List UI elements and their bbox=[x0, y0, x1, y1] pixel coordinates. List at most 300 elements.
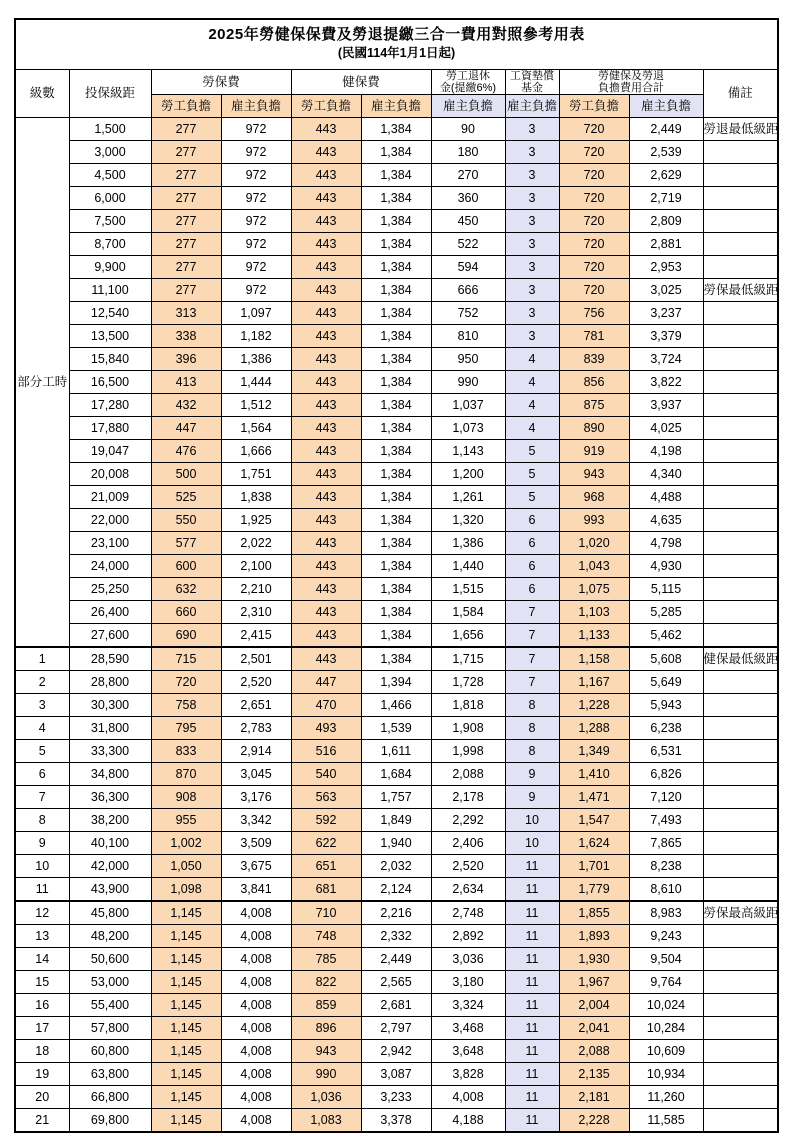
cell-level: 16 bbox=[15, 993, 69, 1016]
cell-grade: 23,100 bbox=[69, 531, 151, 554]
cell-total-worker: 720 bbox=[559, 255, 629, 278]
cell-total-employer: 8,238 bbox=[629, 854, 703, 877]
cell-note bbox=[703, 970, 778, 993]
table-row bbox=[15, 485, 778, 508]
cell-total-worker: 1,020 bbox=[559, 531, 629, 554]
cell-labor-employer: 1,512 bbox=[221, 393, 291, 416]
cell-retirement: 360 bbox=[431, 186, 505, 209]
cell-total-employer: 10,934 bbox=[629, 1062, 703, 1085]
cell-wage-fund: 4 bbox=[505, 393, 559, 416]
table-row bbox=[15, 693, 778, 716]
cell-health-worker: 516 bbox=[291, 739, 361, 762]
cell-health-employer: 1,384 bbox=[361, 508, 431, 531]
cell-health-worker: 443 bbox=[291, 600, 361, 623]
cell-grade: 11,100 bbox=[69, 278, 151, 301]
cell-total-employer: 3,937 bbox=[629, 393, 703, 416]
cell-note bbox=[703, 739, 778, 762]
cell-note bbox=[703, 877, 778, 901]
cell-health-worker: 443 bbox=[291, 416, 361, 439]
cell-labor-worker: 690 bbox=[151, 623, 221, 647]
cell-wage-fund: 7 bbox=[505, 670, 559, 693]
cell-health-worker: 443 bbox=[291, 255, 361, 278]
header-wage-employer: 雇主負擔 bbox=[505, 94, 559, 117]
table-row bbox=[15, 1016, 778, 1039]
table-row bbox=[15, 647, 778, 671]
cell-level: 6 bbox=[15, 762, 69, 785]
table-row bbox=[15, 854, 778, 877]
cell-total-employer: 10,024 bbox=[629, 993, 703, 1016]
cell-total-worker: 968 bbox=[559, 485, 629, 508]
cell-grade: 55,400 bbox=[69, 993, 151, 1016]
cell-health-employer: 1,384 bbox=[361, 232, 431, 255]
cell-health-employer: 1,757 bbox=[361, 785, 431, 808]
cell-grade: 53,000 bbox=[69, 970, 151, 993]
cell-health-worker: 443 bbox=[291, 209, 361, 232]
cell-total-worker: 720 bbox=[559, 163, 629, 186]
cell-health-employer: 2,565 bbox=[361, 970, 431, 993]
cell-note bbox=[703, 924, 778, 947]
cell-retirement: 1,515 bbox=[431, 577, 505, 600]
cell-total-worker: 720 bbox=[559, 186, 629, 209]
cell-health-worker: 443 bbox=[291, 623, 361, 647]
cell-labor-employer: 3,176 bbox=[221, 785, 291, 808]
cell-wage-fund: 3 bbox=[505, 186, 559, 209]
cell-note bbox=[703, 301, 778, 324]
cell-total-employer: 9,243 bbox=[629, 924, 703, 947]
title-line-2: (民國114年1月1日起) bbox=[337, 46, 456, 61]
table-row bbox=[15, 370, 778, 393]
cell-total-employer: 3,379 bbox=[629, 324, 703, 347]
cell-health-worker: 710 bbox=[291, 901, 361, 925]
cell-health-worker: 443 bbox=[291, 301, 361, 324]
cell-health-employer: 1,384 bbox=[361, 324, 431, 347]
header-total-worker: 勞工負擔 bbox=[559, 94, 629, 117]
cell-labor-worker: 1,145 bbox=[151, 924, 221, 947]
cell-retirement: 2,892 bbox=[431, 924, 505, 947]
cell-health-employer: 1,384 bbox=[361, 255, 431, 278]
cell-total-employer: 4,340 bbox=[629, 462, 703, 485]
cell-health-worker: 943 bbox=[291, 1039, 361, 1062]
cell-note bbox=[703, 140, 778, 163]
cell-health-employer: 1,466 bbox=[361, 693, 431, 716]
cell-retirement: 3,324 bbox=[431, 993, 505, 1016]
cell-grade: 9,900 bbox=[69, 255, 151, 278]
cell-health-employer: 1,384 bbox=[361, 623, 431, 647]
cell-note: 健保最低級距 bbox=[703, 647, 778, 671]
cell-health-employer: 1,384 bbox=[361, 301, 431, 324]
cell-retirement: 3,468 bbox=[431, 1016, 505, 1039]
cell-level: 20 bbox=[15, 1085, 69, 1108]
cell-health-employer: 2,681 bbox=[361, 993, 431, 1016]
header-retirement: 勞工退休 金(提繳6%) bbox=[431, 69, 505, 94]
cell-wage-fund: 3 bbox=[505, 163, 559, 186]
cell-total-employer: 7,493 bbox=[629, 808, 703, 831]
cell-health-employer: 1,684 bbox=[361, 762, 431, 785]
cell-labor-employer: 3,509 bbox=[221, 831, 291, 854]
cell-total-worker: 781 bbox=[559, 324, 629, 347]
cell-grade: 43,900 bbox=[69, 877, 151, 901]
cell-health-worker: 443 bbox=[291, 508, 361, 531]
header-labor-worker: 勞工負擔 bbox=[151, 94, 221, 117]
cell-level: 3 bbox=[15, 693, 69, 716]
cell-note bbox=[703, 508, 778, 531]
cell-wage-fund: 8 bbox=[505, 716, 559, 739]
cell-grade: 45,800 bbox=[69, 901, 151, 925]
cell-wage-fund: 11 bbox=[505, 877, 559, 901]
cell-total-employer: 5,608 bbox=[629, 647, 703, 671]
cell-health-employer: 1,384 bbox=[361, 347, 431, 370]
cell-wage-fund: 5 bbox=[505, 462, 559, 485]
cell-total-employer: 2,953 bbox=[629, 255, 703, 278]
header-labor-employer: 雇主負擔 bbox=[221, 94, 291, 117]
cell-total-employer: 7,865 bbox=[629, 831, 703, 854]
cell-note bbox=[703, 577, 778, 600]
cell-retirement: 2,634 bbox=[431, 877, 505, 901]
cell-wage-fund: 9 bbox=[505, 762, 559, 785]
cell-labor-employer: 2,100 bbox=[221, 554, 291, 577]
table-row bbox=[15, 831, 778, 854]
table-row bbox=[15, 117, 778, 140]
cell-health-worker: 443 bbox=[291, 370, 361, 393]
cell-retirement: 4,188 bbox=[431, 1108, 505, 1132]
cell-retirement: 990 bbox=[431, 370, 505, 393]
cell-note bbox=[703, 1039, 778, 1062]
cell-grade: 26,400 bbox=[69, 600, 151, 623]
cell-wage-fund: 11 bbox=[505, 993, 559, 1016]
cell-total-employer: 6,238 bbox=[629, 716, 703, 739]
cell-retirement: 1,656 bbox=[431, 623, 505, 647]
table-row bbox=[15, 970, 778, 993]
cell-wage-fund: 3 bbox=[505, 117, 559, 140]
cell-level: 7 bbox=[15, 785, 69, 808]
table-row bbox=[15, 531, 778, 554]
cell-grade: 3,000 bbox=[69, 140, 151, 163]
cell-labor-employer: 1,564 bbox=[221, 416, 291, 439]
cell-grade: 6,000 bbox=[69, 186, 151, 209]
cell-labor-worker: 277 bbox=[151, 232, 221, 255]
cell-labor-employer: 972 bbox=[221, 209, 291, 232]
cell-retirement: 3,180 bbox=[431, 970, 505, 993]
cell-grade: 48,200 bbox=[69, 924, 151, 947]
cell-health-employer: 1,940 bbox=[361, 831, 431, 854]
cell-labor-worker: 758 bbox=[151, 693, 221, 716]
cell-labor-employer: 2,651 bbox=[221, 693, 291, 716]
cell-grade: 69,800 bbox=[69, 1108, 151, 1132]
cell-total-employer: 4,930 bbox=[629, 554, 703, 577]
cell-total-worker: 1,349 bbox=[559, 739, 629, 762]
cell-health-worker: 443 bbox=[291, 140, 361, 163]
cell-labor-employer: 3,841 bbox=[221, 877, 291, 901]
cell-grade: 17,880 bbox=[69, 416, 151, 439]
cell-labor-worker: 525 bbox=[151, 485, 221, 508]
cell-total-worker: 919 bbox=[559, 439, 629, 462]
cell-level: 1 bbox=[15, 647, 69, 671]
table-row bbox=[15, 924, 778, 947]
cell-total-employer: 3,724 bbox=[629, 347, 703, 370]
cell-health-worker: 443 bbox=[291, 324, 361, 347]
cell-labor-worker: 1,145 bbox=[151, 1039, 221, 1062]
cell-total-worker: 839 bbox=[559, 347, 629, 370]
cell-labor-worker: 338 bbox=[151, 324, 221, 347]
table-row bbox=[15, 1062, 778, 1085]
cell-wage-fund: 10 bbox=[505, 808, 559, 831]
cell-level: 21 bbox=[15, 1108, 69, 1132]
cell-grade: 28,800 bbox=[69, 670, 151, 693]
table-row bbox=[15, 600, 778, 623]
cell-health-worker: 443 bbox=[291, 577, 361, 600]
cell-labor-employer: 4,008 bbox=[221, 947, 291, 970]
cell-labor-employer: 1,751 bbox=[221, 462, 291, 485]
cell-level: 5 bbox=[15, 739, 69, 762]
cell-wage-fund: 6 bbox=[505, 577, 559, 600]
cell-total-employer: 7,120 bbox=[629, 785, 703, 808]
cell-grade: 31,800 bbox=[69, 716, 151, 739]
cell-labor-worker: 600 bbox=[151, 554, 221, 577]
cell-health-employer: 2,942 bbox=[361, 1039, 431, 1062]
cell-labor-worker: 432 bbox=[151, 393, 221, 416]
table-row bbox=[15, 186, 778, 209]
cell-retirement: 1,386 bbox=[431, 531, 505, 554]
cell-health-worker: 443 bbox=[291, 232, 361, 255]
cell-wage-fund: 7 bbox=[505, 600, 559, 623]
cell-labor-worker: 1,145 bbox=[151, 993, 221, 1016]
cell-health-worker: 1,083 bbox=[291, 1108, 361, 1132]
cell-total-employer: 2,539 bbox=[629, 140, 703, 163]
cell-note: 勞保最低級距 bbox=[703, 278, 778, 301]
cell-wage-fund: 11 bbox=[505, 947, 559, 970]
cell-labor-worker: 396 bbox=[151, 347, 221, 370]
table-row bbox=[15, 1039, 778, 1062]
cell-labor-worker: 277 bbox=[151, 140, 221, 163]
cell-note bbox=[703, 716, 778, 739]
table-row bbox=[15, 901, 778, 925]
cell-health-employer: 1,384 bbox=[361, 531, 431, 554]
cell-note bbox=[703, 439, 778, 462]
cell-grade: 42,000 bbox=[69, 854, 151, 877]
cell-total-worker: 1,158 bbox=[559, 647, 629, 671]
cell-health-employer: 1,384 bbox=[361, 186, 431, 209]
cell-retirement: 180 bbox=[431, 140, 505, 163]
cell-labor-worker: 277 bbox=[151, 186, 221, 209]
cell-labor-worker: 833 bbox=[151, 739, 221, 762]
cell-wage-fund: 3 bbox=[505, 324, 559, 347]
cell-wage-fund: 3 bbox=[505, 209, 559, 232]
header-health-worker: 勞工負擔 bbox=[291, 94, 361, 117]
header-total-employer: 雇主負擔 bbox=[629, 94, 703, 117]
cell-total-employer: 4,635 bbox=[629, 508, 703, 531]
cell-note bbox=[703, 186, 778, 209]
table-row bbox=[15, 301, 778, 324]
cell-labor-employer: 1,386 bbox=[221, 347, 291, 370]
cell-wage-fund: 11 bbox=[505, 1085, 559, 1108]
cell-labor-employer: 2,501 bbox=[221, 647, 291, 671]
cell-labor-worker: 550 bbox=[151, 508, 221, 531]
cell-wage-fund: 6 bbox=[505, 508, 559, 531]
cell-labor-worker: 277 bbox=[151, 163, 221, 186]
cell-total-worker: 1,701 bbox=[559, 854, 629, 877]
cell-note bbox=[703, 462, 778, 485]
cell-wage-fund: 4 bbox=[505, 370, 559, 393]
cell-grade: 4,500 bbox=[69, 163, 151, 186]
cell-wage-fund: 11 bbox=[505, 924, 559, 947]
header-retirement-employer: 雇主負擔 bbox=[431, 94, 505, 117]
cell-note bbox=[703, 232, 778, 255]
cell-health-employer: 1,384 bbox=[361, 485, 431, 508]
cell-retirement: 1,715 bbox=[431, 647, 505, 671]
cell-labor-employer: 4,008 bbox=[221, 993, 291, 1016]
cell-note bbox=[703, 854, 778, 877]
cell-total-employer: 2,629 bbox=[629, 163, 703, 186]
cell-note bbox=[703, 600, 778, 623]
cell-health-employer: 1,611 bbox=[361, 739, 431, 762]
cell-grade: 13,500 bbox=[69, 324, 151, 347]
cell-labor-employer: 4,008 bbox=[221, 1108, 291, 1132]
cell-level: 11 bbox=[15, 877, 69, 901]
table-row bbox=[15, 209, 778, 232]
cell-health-worker: 443 bbox=[291, 531, 361, 554]
cell-grade: 1,500 bbox=[69, 117, 151, 140]
cell-labor-employer: 4,008 bbox=[221, 1039, 291, 1062]
cell-total-worker: 1,075 bbox=[559, 577, 629, 600]
cell-level: 18 bbox=[15, 1039, 69, 1062]
cell-labor-employer: 4,008 bbox=[221, 924, 291, 947]
cell-grade: 22,000 bbox=[69, 508, 151, 531]
cell-wage-fund: 11 bbox=[505, 901, 559, 925]
cell-health-worker: 447 bbox=[291, 670, 361, 693]
cell-health-worker: 540 bbox=[291, 762, 361, 785]
cell-note bbox=[703, 1085, 778, 1108]
cell-level: 17 bbox=[15, 1016, 69, 1039]
cell-total-employer: 3,025 bbox=[629, 278, 703, 301]
cell-grade: 27,600 bbox=[69, 623, 151, 647]
table-row bbox=[15, 163, 778, 186]
cell-retirement: 594 bbox=[431, 255, 505, 278]
cell-grade: 40,100 bbox=[69, 831, 151, 854]
cell-labor-employer: 972 bbox=[221, 140, 291, 163]
cell-health-employer: 1,384 bbox=[361, 140, 431, 163]
cell-labor-worker: 955 bbox=[151, 808, 221, 831]
cell-grade: 17,280 bbox=[69, 393, 151, 416]
cell-labor-worker: 1,002 bbox=[151, 831, 221, 854]
cell-total-worker: 1,103 bbox=[559, 600, 629, 623]
cell-labor-worker: 1,050 bbox=[151, 854, 221, 877]
cell-labor-employer: 4,008 bbox=[221, 901, 291, 925]
cell-total-employer: 6,531 bbox=[629, 739, 703, 762]
cell-grade: 24,000 bbox=[69, 554, 151, 577]
cell-health-worker: 990 bbox=[291, 1062, 361, 1085]
cell-labor-worker: 795 bbox=[151, 716, 221, 739]
cell-wage-fund: 3 bbox=[505, 140, 559, 163]
cell-total-worker: 756 bbox=[559, 301, 629, 324]
header-labor-insurance: 勞保費 bbox=[151, 69, 291, 94]
cell-total-worker: 875 bbox=[559, 393, 629, 416]
cell-total-worker: 720 bbox=[559, 209, 629, 232]
cell-total-employer: 6,826 bbox=[629, 762, 703, 785]
cell-labor-employer: 2,914 bbox=[221, 739, 291, 762]
cell-total-worker: 890 bbox=[559, 416, 629, 439]
cell-note bbox=[703, 485, 778, 508]
table-row bbox=[15, 324, 778, 347]
cell-retirement: 1,908 bbox=[431, 716, 505, 739]
cell-wage-fund: 3 bbox=[505, 278, 559, 301]
cell-total-worker: 1,471 bbox=[559, 785, 629, 808]
cell-retirement: 1,728 bbox=[431, 670, 505, 693]
cell-health-employer: 2,449 bbox=[361, 947, 431, 970]
table-row bbox=[15, 1085, 778, 1108]
cell-labor-employer: 3,675 bbox=[221, 854, 291, 877]
cell-total-worker: 720 bbox=[559, 117, 629, 140]
cell-note bbox=[703, 347, 778, 370]
cell-health-worker: 443 bbox=[291, 439, 361, 462]
cell-wage-fund: 10 bbox=[505, 831, 559, 854]
cell-level: 8 bbox=[15, 808, 69, 831]
cell-total-worker: 1,547 bbox=[559, 808, 629, 831]
cell-labor-employer: 3,045 bbox=[221, 762, 291, 785]
cell-total-employer: 5,462 bbox=[629, 623, 703, 647]
cell-total-employer: 2,719 bbox=[629, 186, 703, 209]
cell-note bbox=[703, 1062, 778, 1085]
cell-labor-employer: 972 bbox=[221, 232, 291, 255]
cell-health-worker: 563 bbox=[291, 785, 361, 808]
cell-total-worker: 1,410 bbox=[559, 762, 629, 785]
cell-retirement: 1,584 bbox=[431, 600, 505, 623]
cell-retirement: 3,648 bbox=[431, 1039, 505, 1062]
cell-labor-worker: 715 bbox=[151, 647, 221, 671]
cell-health-worker: 443 bbox=[291, 393, 361, 416]
cell-health-employer: 1,384 bbox=[361, 117, 431, 140]
cell-total-worker: 1,167 bbox=[559, 670, 629, 693]
cell-total-worker: 1,228 bbox=[559, 693, 629, 716]
cell-grade: 8,700 bbox=[69, 232, 151, 255]
cell-note bbox=[703, 993, 778, 1016]
cell-health-employer: 1,384 bbox=[361, 439, 431, 462]
table-row bbox=[15, 232, 778, 255]
cell-retirement: 4,008 bbox=[431, 1085, 505, 1108]
cell-retirement: 3,036 bbox=[431, 947, 505, 970]
table-row bbox=[15, 993, 778, 1016]
cell-wage-fund: 3 bbox=[505, 255, 559, 278]
cell-health-employer: 3,087 bbox=[361, 1062, 431, 1085]
cell-labor-worker: 1,145 bbox=[151, 947, 221, 970]
cell-total-worker: 720 bbox=[559, 278, 629, 301]
cell-health-worker: 785 bbox=[291, 947, 361, 970]
cell-total-employer: 4,025 bbox=[629, 416, 703, 439]
cell-wage-fund: 4 bbox=[505, 347, 559, 370]
cell-total-employer: 5,115 bbox=[629, 577, 703, 600]
cell-wage-fund: 8 bbox=[505, 693, 559, 716]
cell-retirement: 2,748 bbox=[431, 901, 505, 925]
cell-total-worker: 2,004 bbox=[559, 993, 629, 1016]
cell-labor-employer: 4,008 bbox=[221, 970, 291, 993]
cell-total-employer: 9,504 bbox=[629, 947, 703, 970]
cell-health-worker: 443 bbox=[291, 647, 361, 671]
table-row bbox=[15, 762, 778, 785]
cell-grade: 66,800 bbox=[69, 1085, 151, 1108]
side-label-part-time: 部分工時 bbox=[15, 117, 69, 647]
table-row bbox=[15, 739, 778, 762]
cell-grade: 7,500 bbox=[69, 209, 151, 232]
cell-health-employer: 1,384 bbox=[361, 554, 431, 577]
cell-retirement: 1,320 bbox=[431, 508, 505, 531]
cell-labor-worker: 1,098 bbox=[151, 877, 221, 901]
cell-labor-worker: 870 bbox=[151, 762, 221, 785]
cell-grade: 38,200 bbox=[69, 808, 151, 831]
table-row bbox=[15, 716, 778, 739]
cell-labor-employer: 2,783 bbox=[221, 716, 291, 739]
cell-labor-employer: 2,310 bbox=[221, 600, 291, 623]
cell-total-employer: 10,609 bbox=[629, 1039, 703, 1062]
cell-retirement: 2,178 bbox=[431, 785, 505, 808]
